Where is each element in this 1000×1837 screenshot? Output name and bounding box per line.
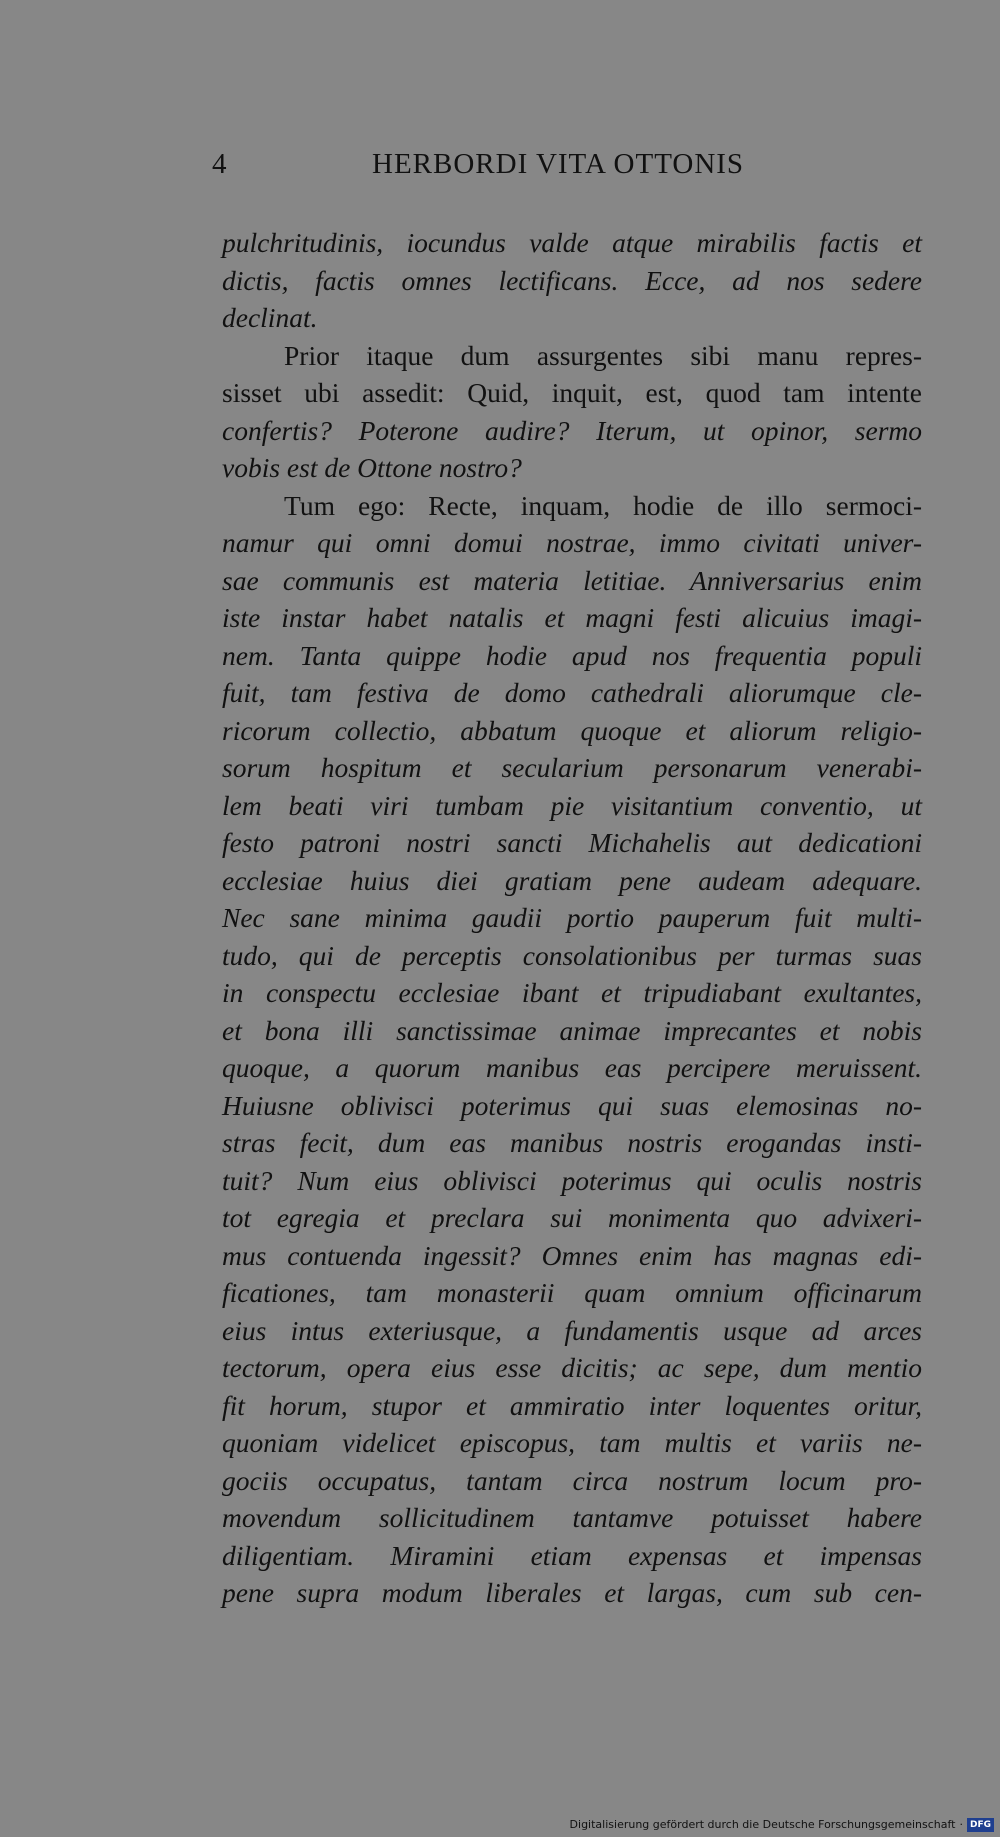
text-line: tot egregia et preclara sui monimenta quo advixeri- bbox=[222, 1202, 922, 1233]
text-line: quoque, a quorum manibus eas percipere meruissent. bbox=[222, 1052, 922, 1083]
text-line: gociis occupatus, tantam circa nostrum locum pro- bbox=[222, 1464, 922, 1496]
text-line: tuit? Num eius oblivisci poterimus qui oculis nostris bbox=[222, 1164, 922, 1196]
text-line: nem. Tanta quippe hodie apud nos frequentia populi bbox=[222, 639, 922, 671]
text-line: tectorum, opera eius esse dicitis; ac sepe, dum mentio bbox=[222, 1352, 922, 1383]
text-line: pene supra modum liberales et largas, cum sub cen- bbox=[222, 1577, 922, 1608]
text-line: eius intus exteriusque, a fundamentis usque ad arces bbox=[222, 1314, 922, 1346]
text-line: Nec sane minima gaudii portio pauperum fuit multi- bbox=[222, 902, 922, 933]
digitization-credit: Digitalisierung gefördert durch die Deutsche Forschungsgemeinschaft · DFG bbox=[570, 1816, 994, 1834]
text-line: vobis est de Ottone nostro? bbox=[222, 452, 522, 483]
text-line: mus contuenda ingessit? Omnes enim has magnas edi- bbox=[222, 1239, 922, 1271]
text-line: confertis? Poterone audire? Iterum, ut opinor, sermo bbox=[222, 414, 922, 446]
text-line: quoniam videlicet episcopus, tam multis et variis ne- bbox=[222, 1427, 922, 1458]
text-line: ficationes, tam monasterii quam omnium officinarum bbox=[222, 1277, 922, 1308]
text-line: ricorum collectio, abbatum quoque et aliorum religio- bbox=[222, 714, 922, 746]
running-title: HERBORDI VITA OTTONIS bbox=[372, 148, 745, 180]
text-line: movendum sollicitudinem tantamve potuisset habere bbox=[222, 1502, 922, 1533]
dfg-logo-icon: DFG bbox=[967, 1818, 994, 1832]
page-header bbox=[212, 148, 912, 188]
text-line: iste instar habet natalis et magni festi alicuius imagi- bbox=[222, 602, 922, 633]
text-line: fuit, tam festiva de domo cathedrali aliorumque cle- bbox=[222, 677, 922, 708]
text-line: dictis, factis omnes lectificans. Ecce, ad nos sedere bbox=[222, 264, 922, 296]
text-line: festo patroni nostri sancti Michahelis aut dedicationi bbox=[222, 827, 922, 858]
text-line: Tum ego: Recte, inquam, hodie de illo sermoci- bbox=[284, 489, 922, 521]
text-line: Prior itaque dum assurgentes sibi manu repres- bbox=[284, 339, 922, 371]
text-line: sorum hospitum et secularium personarum venerabi- bbox=[222, 752, 922, 783]
page-number: 4 bbox=[212, 148, 228, 180]
text-line: tudo, qui de perceptis consolationibus per turmas suas bbox=[222, 939, 922, 971]
text-line: diligentiam. Miramini etiam expensas et impensas bbox=[222, 1539, 922, 1571]
text-line: sisset ubi assedit: Quid, inquit, est, quod tam intente bbox=[222, 377, 922, 408]
text-line: lem beati viri tumbam pie visitantium conventio, ut bbox=[222, 789, 922, 821]
text-line: pulchritudinis, iocundus valde atque mirabilis factis et bbox=[222, 227, 922, 258]
text-line: ecclesiae huius diei gratiam pene audeam adequare. bbox=[222, 864, 922, 896]
text-line: et bona illi sanctissimae animae imprecantes et nobis bbox=[222, 1014, 922, 1046]
credit-text: Digitalisierung gefördert durch die Deutsche Forschungsgemeinschaft bbox=[569, 1818, 956, 1831]
text-line: declinat. bbox=[222, 302, 318, 333]
body-text bbox=[222, 224, 922, 1612]
text-line: sae communis est materia letitiae. Anniversarius enim bbox=[222, 564, 922, 596]
text-line: Huiusne oblivisci poterimus qui suas elemosinas no- bbox=[222, 1089, 922, 1121]
text-line: fit horum, stupor et ammiratio inter loquentes oritur, bbox=[222, 1389, 922, 1421]
text-line: namur qui omni domui nostrae, immo civitati univer- bbox=[222, 527, 922, 558]
text-line: stras fecit, dum eas manibus nostris erogandas insti- bbox=[222, 1127, 922, 1158]
text-line: in conspectu ecclesiae ibant et tripudiabant exultantes, bbox=[222, 977, 922, 1008]
